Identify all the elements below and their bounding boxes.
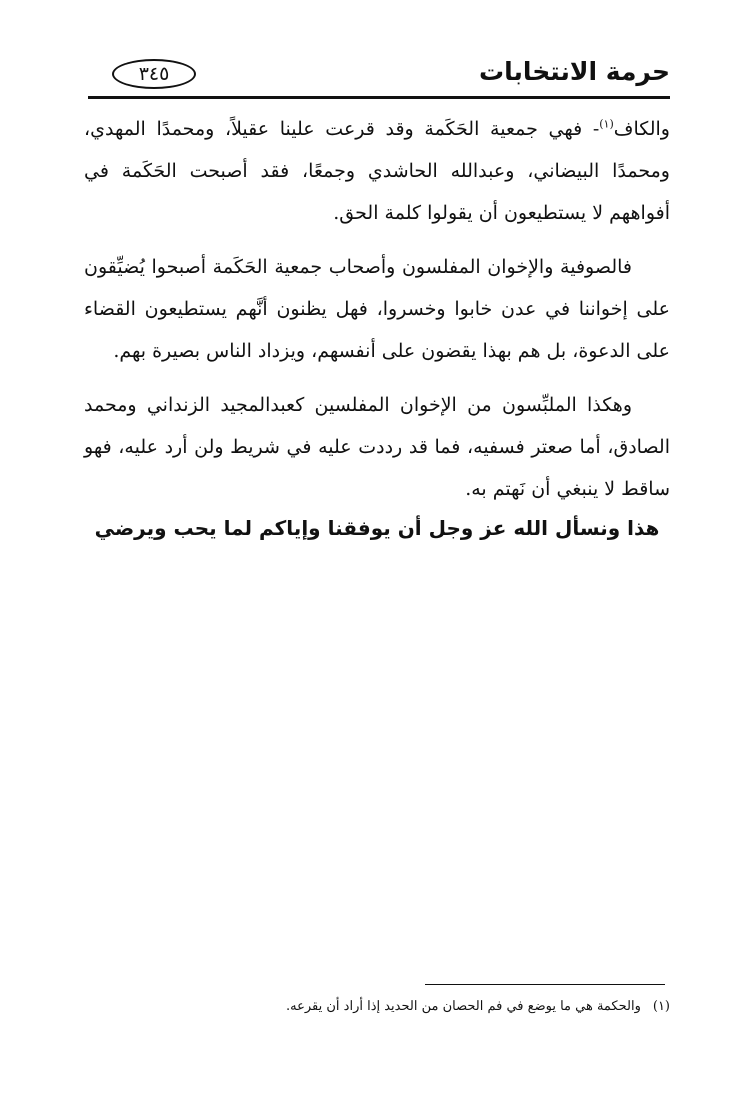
footnote-text: والحكمة هي ما يوضع في فم الحصان من الحديد إذا أراد أن يقرعه. (286, 999, 641, 1014)
closing-supplication: هذا ونسأل الله عز وجل أن يوفقنا وإياكم لما يحب ويرضي (94, 516, 660, 540)
footnote-divider (425, 984, 665, 985)
page-number: ٣٤٥ (112, 59, 196, 89)
footnote-reference[interactable]: (١) (599, 117, 614, 131)
paragraph-3: وهكذا الملبِّسون من الإخوان المفلسين كعبدالمجيد الزنداني ومحمد الصادق، أما صعتر فسفيه، فما قد رددت عليه في شريط ولن أرد عليه، فهو ساقط لا ينبغي أن نَهتم به. (84, 394, 670, 500)
footnote-mark: (١) (652, 999, 670, 1014)
main-text (84, 108, 670, 522)
paragraph-1 (84, 108, 670, 234)
footnote (84, 994, 670, 1020)
paragraph-1-start: والكاف (613, 118, 670, 140)
running-title: حرمة الانتخابات (479, 57, 670, 86)
page-header (88, 52, 670, 98)
header-divider (88, 96, 670, 99)
paragraph-2: فالصوفية والإخوان المفلسون وأصحاب جمعية الحَكَمة أصبحوا يُضيِّقون على إخواننا في عدن خابوا وخسروا، فهل يظنون أنَّهم يستطيعون القضاء على الدعوة، بل هم بهذا يقضون على أنفسهم، ويزداد الناس بصيرة بهم. (84, 256, 670, 362)
paragraph-1-rest: - فهي جمعية الحَكَمة وقد قرعت علينا عقيلاً، ومحمدًا المهدي، ومحمدًا البيضاني، وعبدالله الحاشدي وجمعًا، فقد أصبحت الحَكَمة في أفواههم لا يستطيعون أن يقولوا كلمة الحق. (84, 118, 670, 224)
